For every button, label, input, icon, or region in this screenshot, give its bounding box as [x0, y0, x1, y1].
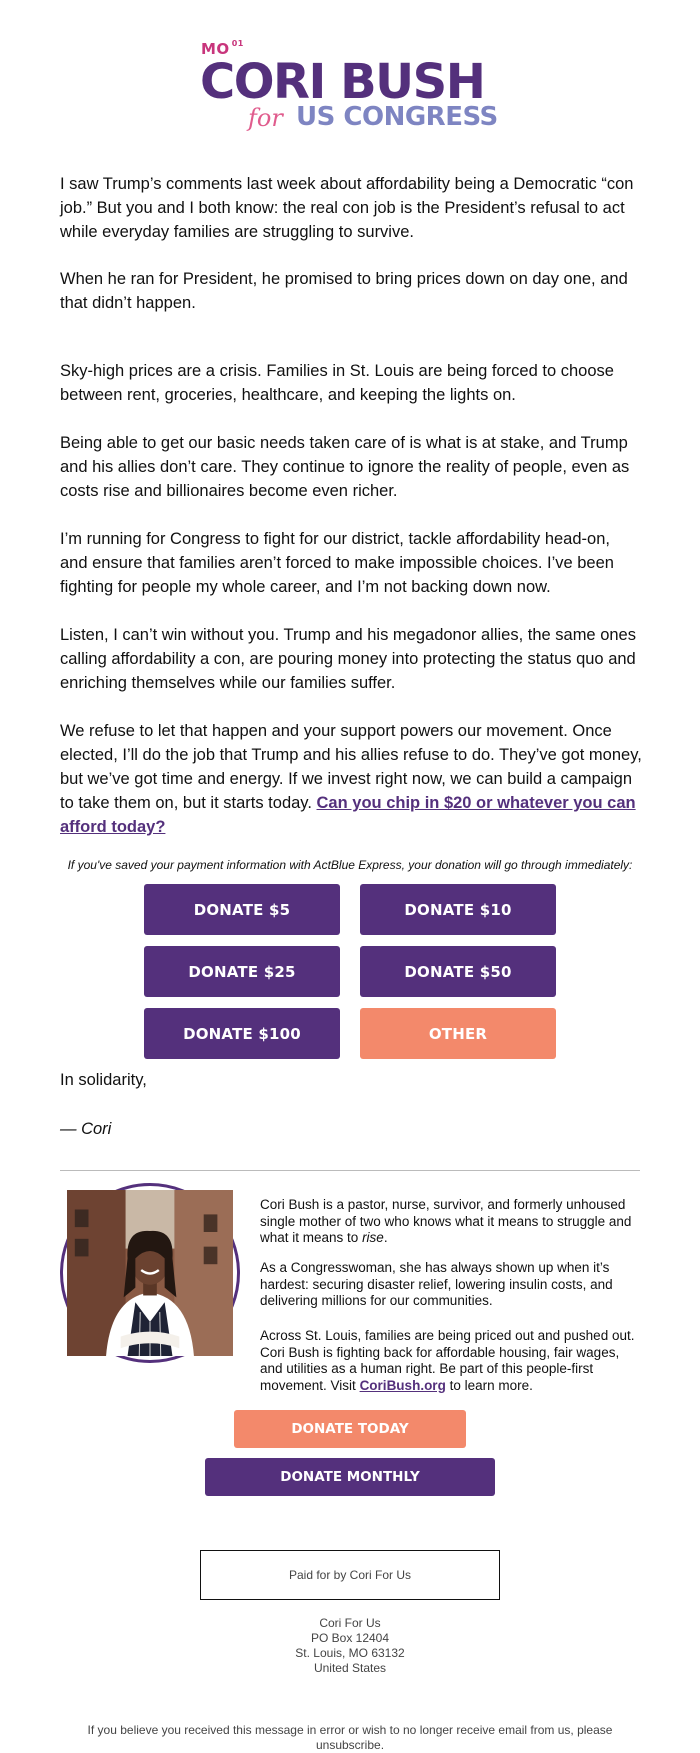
donate-50-button[interactable]: DONATE $50 — [360, 946, 556, 997]
donate-100-button[interactable]: DONATE $100 — [144, 1008, 340, 1059]
logo-for: for — [248, 104, 283, 132]
donate-today-button[interactable]: DONATE TODAY — [234, 1410, 466, 1448]
campaign-logo — [200, 40, 500, 136]
donate-10-button[interactable]: DONATE $10 — [360, 884, 556, 935]
address-line: Cori For Us — [319, 1616, 381, 1630]
section-divider — [60, 1170, 640, 1171]
address-line: St. Louis, MO 63132 — [295, 1646, 405, 1660]
portrait-image — [67, 1190, 233, 1356]
mailing-address — [150, 1616, 550, 1676]
actblue-express-note: If you've saved your payment information with ActBlue Express, your donation will go through immediately: — [67, 858, 633, 872]
bio-paragraph-2: As a Congresswoman, she has always shown up when it’s hardest: securing disaster relief, lowering insulin costs, and delivering millions for our communities. — [260, 1260, 613, 1308]
donate-ask-link[interactable]: Can you chip in $20 or whatever you can afford today? — [60, 794, 636, 836]
body-paragraph-7: We refuse to let that happen and your support powers our movement. Once elected, I’ll do the job that Trump and his allies refuse to do. They’ve got money, but we’ve got time and energy. If we invest right now, we can build a campaign to take them on, but it starts today. Can you chip in $20 or whatever you can afford today? — [60, 722, 642, 836]
paid-for-disclaimer: Paid for by Cori For Us — [200, 1550, 500, 1600]
body-paragraph-1: I saw Trump’s comments last week about affordability being a Democratic “con job.” But you and I both know: the real con job is the President’s refusal to act while everyday families are struggling to survive. — [60, 175, 634, 241]
address-line: PO Box 12404 — [310, 1631, 390, 1645]
donate-5-button[interactable]: DONATE $5 — [144, 884, 340, 935]
signoff-closing: In solidarity, — [60, 1071, 147, 1089]
unsubscribe-link[interactable]: unsubscribe — [315, 1738, 381, 1752]
donate-other-button[interactable]: OTHER — [360, 1008, 556, 1059]
body-paragraph-2: When he ran for President, he promised to bring prices down on day one, and that didn’t happen. — [60, 270, 628, 312]
donate-monthly-button[interactable]: DONATE MONTHLY — [205, 1458, 495, 1496]
website-link[interactable]: CoriBush.org — [359, 1377, 446, 1393]
bio-paragraph-3: Across St. Louis, families are being priced out and pushed out. Cori Bush is fighting back for affordable housing, fair wages, and utilities as a human right. Be part of this people-first movement. Visit CoriBush.org to learn more. — [260, 1328, 635, 1393]
logo-office: US CONGRESS — [296, 102, 498, 132]
body-paragraph-5: I’m running for Congress to fight for our district, tackle affordability head-on, and ensure that families aren’t forced to make impossible choices. I’ve been fighting for people my whole career, and I’m not backing down now. — [60, 530, 614, 596]
signoff-signature: — Cori — [60, 1120, 112, 1138]
donate-25-button[interactable]: DONATE $25 — [144, 946, 340, 997]
logo-name: CORI BUSH — [200, 54, 485, 110]
body-paragraph-4: Being able to get our basic needs taken care of is what is at stake, and Trump and his allies don’t care. They continue to ignore the reality of people, even as costs rise and billionaires become even richer. — [60, 434, 630, 500]
body-paragraph-3: Sky-high prices are a crisis. Families in St. Louis are being forced to choose between rent, groceries, healthcare, and keeping the lights on. — [60, 362, 614, 404]
bio-paragraph-1: Cori Bush is a pastor, nurse, survivor, and formerly unhoused single mother of two who knows what it means to struggle and what it means to rise. — [260, 1197, 632, 1245]
body-paragraph-6: Listen, I can’t win without you. Trump and his megadonor allies, the same ones calling affordability a con, are pouring money into protecting the status quo and enriching themselves while our families suffer. — [60, 626, 636, 692]
unsubscribe-notice: If you believe you received this message in error or wish to no longer receive email from us, please unsubscribe. — [87, 1723, 613, 1752]
logo-district: MO $^{01}$ — [201, 39, 244, 58]
candidate-portrait — [60, 1183, 240, 1363]
address-line: United States — [313, 1661, 387, 1675]
